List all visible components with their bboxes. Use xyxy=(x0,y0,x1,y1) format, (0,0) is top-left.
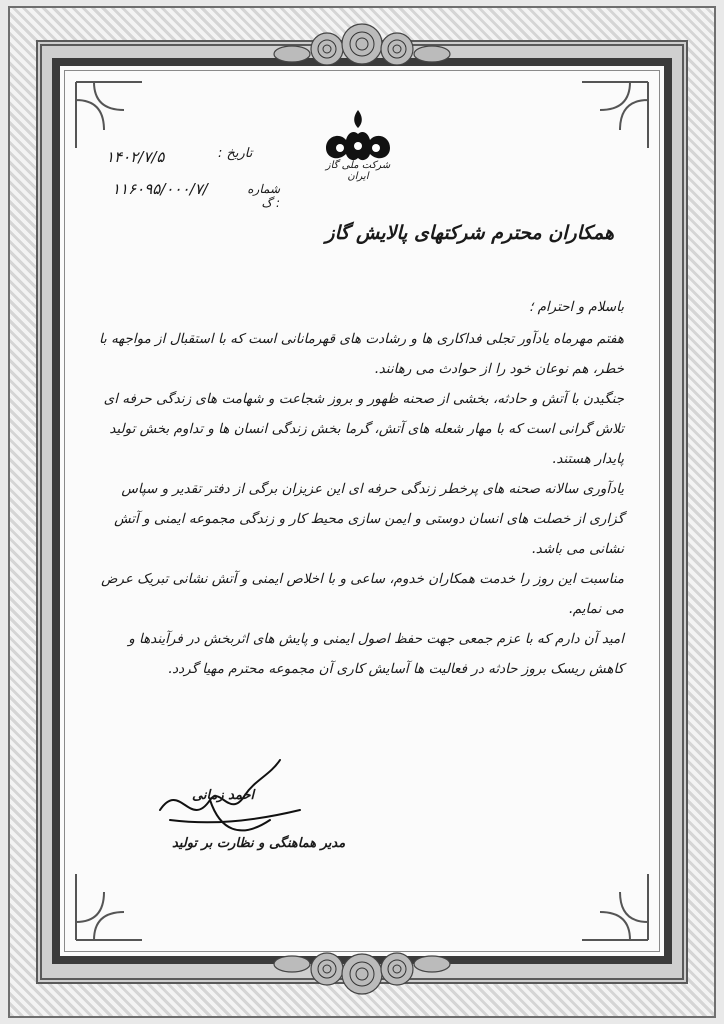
handwritten-signature xyxy=(150,750,320,870)
corner-flourish-icon xyxy=(580,872,650,942)
letter-heading: همکاران محترم شرکتهای پالایش گاز xyxy=(325,222,614,244)
letter-date: ۱۴۰۲/۷/۵ xyxy=(106,148,165,166)
date-label: تاریخ : xyxy=(218,146,253,161)
letter-number: ۱۱۶۰۹۵/۰۰۰/۷/ xyxy=(112,180,208,198)
floral-ornament-top xyxy=(272,14,452,84)
paragraph: یادآوری سالانه صحنه های پرخطر زندگی حرفه ای این عزیزان برگی از دفتر تقدیر و سپاس گزاری از خصلت های انسان دوستی و ایمن سازی محیط کار و زندگی مجموعه ایمنی و آتش نشانی می باشد. xyxy=(114,481,624,557)
corner-flourish-icon xyxy=(74,872,144,942)
paragraph: مناسبت این روز را خدمت همکاران خدوم، ساعی و با اخلاص ایمنی و آتش نشانی تبریک عرض می نمایم. xyxy=(101,571,624,617)
signer-title: مدیر هماهنگی و نظارت بر تولید xyxy=(172,836,346,851)
greeting: باسلام و احترام ؛ xyxy=(528,299,624,315)
letter-body xyxy=(94,292,624,684)
number-label: شماره : گ xyxy=(247,182,280,210)
corner-flourish-icon xyxy=(74,80,144,150)
company-logo-icon xyxy=(318,108,398,164)
corner-flourish-icon xyxy=(580,80,650,150)
floral-ornament-bottom xyxy=(272,934,452,1004)
signer-name: احمد زمانی xyxy=(192,788,255,803)
paragraph: امید آن دارم که با عزم جمعی جهت حفظ اصول ایمنی و پایش های اثربخش در فرآیندها و کاهش ریسک بروز حادثه در فعالیت ها آسایش کاری آن مجموعه محترم مهیا گردد. xyxy=(128,631,624,677)
paragraph: جنگیدن با آتش و حادثه، بخشی از صحنه ظهور و بروز شجاعت و شهامت های زندگی حرفه ای تلاش گرانی است که با مهار شعله های آتش، گرما بخش زندگی انسان ها و تداوم بخش تولید پایدار هستند. xyxy=(103,391,624,467)
paragraph: هفتم مهرماه یادآور تجلی فداکاری ها و رشادت های قهرمانانی است که با استقبال از مواجهه با خطر، هم نوعان خود را از حوادث می رهانند. xyxy=(98,331,624,377)
company-name: شرکت ملی گاز ایران xyxy=(325,160,391,182)
